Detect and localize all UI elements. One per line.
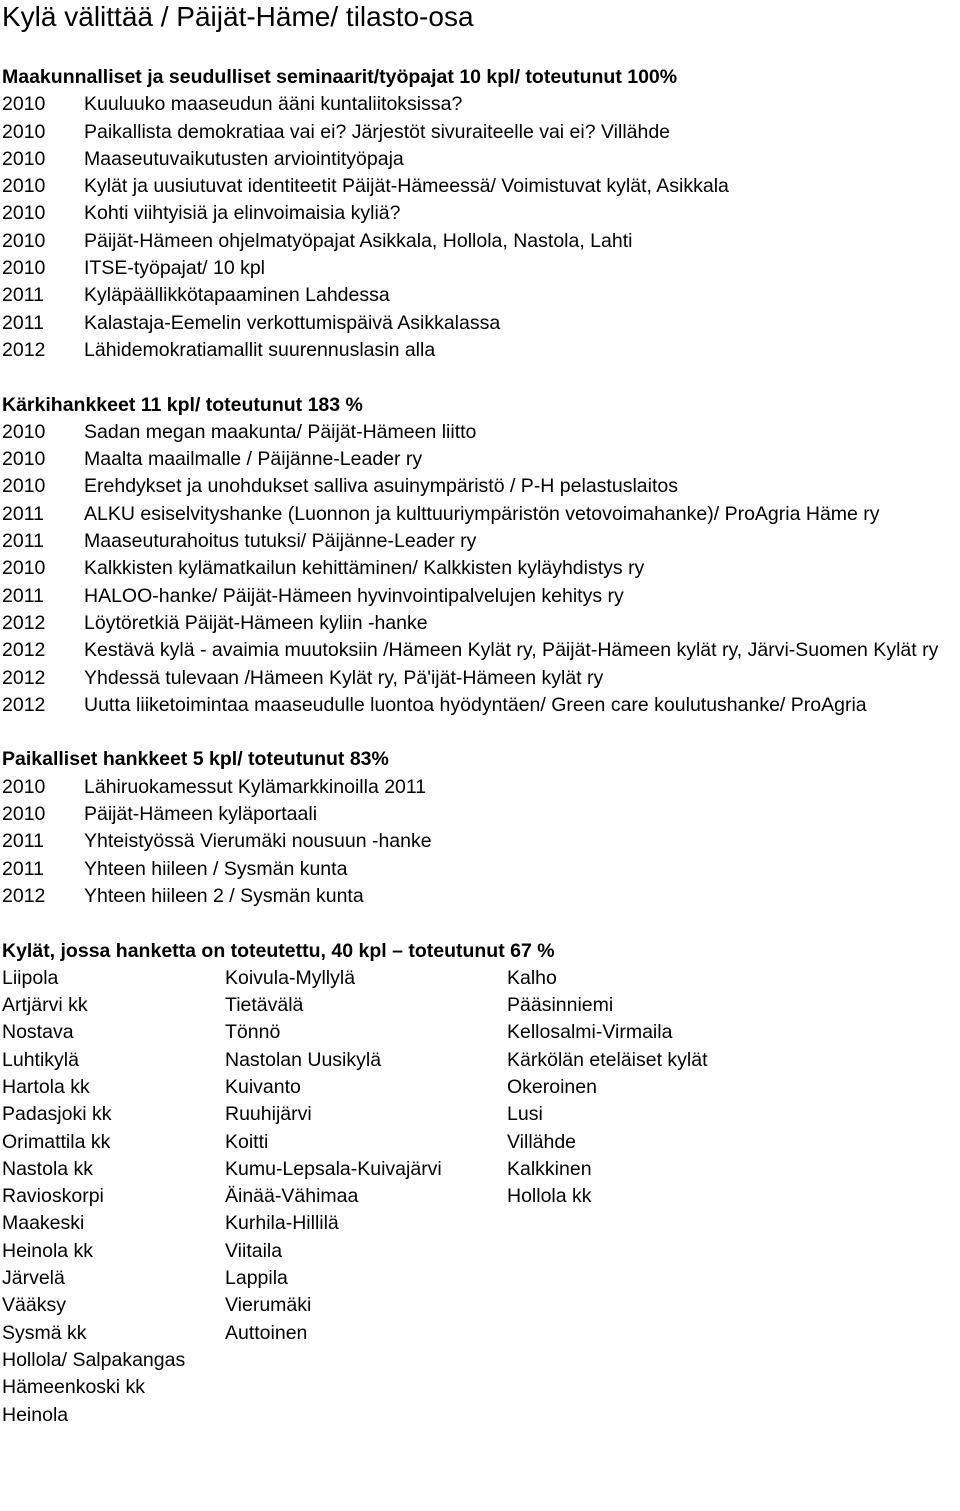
village-name: Kalkkinen bbox=[507, 1157, 592, 1180]
villages-column-2 bbox=[225, 965, 507, 1429]
item-year: 2010 bbox=[2, 557, 46, 580]
title-spacer bbox=[2, 34, 956, 64]
list-item bbox=[2, 310, 956, 337]
village-name: Maakeski bbox=[2, 1212, 85, 1235]
villages-column-1 bbox=[2, 965, 225, 1429]
village-name: Ruuhijärvi bbox=[225, 1103, 312, 1126]
village-name: Nastolan Uusikylä bbox=[225, 1048, 382, 1071]
list-item bbox=[2, 774, 956, 801]
item-year: 2012 bbox=[2, 639, 46, 662]
village-name: Hollola/ Salpakangas bbox=[2, 1348, 186, 1371]
list-item bbox=[2, 473, 956, 500]
list-item bbox=[2, 610, 956, 637]
item-year: 2011 bbox=[2, 830, 44, 853]
village-name: Lappila bbox=[225, 1267, 288, 1290]
village-name: Nostava bbox=[2, 1021, 74, 1044]
list-item bbox=[2, 419, 956, 446]
item-text: Kalkkisten kylämatkailun kehittäminen/ Kalkkisten kyläyhdistys ry bbox=[84, 557, 645, 580]
list-item bbox=[2, 228, 956, 255]
item-text: Päijät-Hämeen ohjelmatyöpajat Asikkala, Hollola, Nastola, Lahti bbox=[84, 229, 633, 252]
item-text: Yhdessä tulevaan /Hämeen Kylät ry, Pä'ijät-Hämeen kylät ry bbox=[84, 666, 604, 689]
list-item bbox=[2, 146, 956, 173]
list-item bbox=[2, 828, 956, 855]
item-year: 2010 bbox=[2, 257, 46, 280]
item-text: Erehdykset ja unohdukset salliva asuinympäristö / P-H pelastuslaitos bbox=[84, 475, 678, 498]
list-item bbox=[2, 665, 956, 692]
item-text: Maaseutuvaikutusten arviointityöpaja bbox=[84, 147, 404, 170]
page-title: Kylä välittää / Päijät-Häme/ tilasto-osa bbox=[2, 1, 474, 32]
item-year: 2010 bbox=[2, 147, 46, 170]
village-name: Kellosalmi-Virmaila bbox=[507, 1021, 673, 1044]
village-name: Kurhila-Hillilä bbox=[225, 1212, 339, 1235]
item-text: Lähiruokamessut Kylämarkkinoilla 2011 bbox=[84, 775, 427, 798]
village-name: Vierumäki bbox=[225, 1294, 312, 1317]
item-text: Päijät-Hämeen kyläportaali bbox=[84, 803, 318, 826]
list-item bbox=[2, 637, 956, 664]
list-item bbox=[2, 255, 956, 282]
village-name: Hollola kk bbox=[507, 1185, 592, 1208]
item-text: ALKU esiselvityshanke (Luonnon ja kulttuuriympäristön vetovoimahanke)/ ProAgria Häme ry bbox=[84, 502, 880, 525]
village-name: Äinää-Vähimaa bbox=[225, 1185, 359, 1208]
item-text: Paikallista demokratiaa vai ei? Järjestöt sivuraiteelle vai ei? Villähde bbox=[84, 120, 671, 143]
village-name: Okeroinen bbox=[507, 1075, 597, 1098]
item-text: Maalta maailmalle / Päijänne-Leader ry bbox=[84, 448, 423, 471]
section-heading: Maakunnalliset ja seudulliset seminaarit/työpajat 10 kpl/ toteutunut 100% bbox=[2, 66, 678, 88]
village-name: Nastola kk bbox=[2, 1157, 94, 1180]
village-name: Orimattila kk bbox=[2, 1130, 111, 1153]
item-text: Kestävä kylä - avaimia muutoksiin /Hämeen Kylät ry, Päijät-Hämeen kylät ry, Järvi-Suomen Kylät ry bbox=[84, 639, 939, 662]
section-gap bbox=[2, 364, 956, 391]
village-name: Tönnö bbox=[225, 1021, 281, 1044]
village-name: Auttoinen bbox=[225, 1321, 308, 1344]
section-list bbox=[2, 91, 956, 364]
list-item bbox=[2, 200, 956, 227]
item-text: Maaseuturahoitus tutuksi/ Päijänne-Leader ry bbox=[84, 530, 477, 553]
item-year: 2012 bbox=[2, 884, 46, 907]
item-text: ITSE-työpajat/ 10 kpl bbox=[84, 257, 266, 280]
item-year: 2010 bbox=[2, 775, 46, 798]
village-name: Kärkölän eteläiset kylät bbox=[507, 1048, 708, 1071]
village-name: Koitti bbox=[225, 1130, 269, 1153]
list-item bbox=[2, 528, 956, 555]
list-item bbox=[2, 883, 956, 910]
section-list bbox=[2, 419, 956, 719]
item-text: Kylät ja uusiutuvat identiteetit Päijät-Hämeessä/ Voimistuvat kylät, Asikkala bbox=[84, 175, 729, 198]
section-heading: Kärkihankkeet 11 kpl/ toteutunut 183 % bbox=[2, 393, 363, 416]
item-year: 2011 bbox=[2, 530, 44, 553]
list-item bbox=[2, 692, 956, 719]
village-name: Tietävälä bbox=[225, 994, 304, 1017]
item-text: Kuuluuko maaseudun ääni kuntaliitoksissa? bbox=[84, 93, 463, 116]
village-name: Kuivanto bbox=[225, 1075, 301, 1098]
village-name: Heinola bbox=[2, 1403, 69, 1426]
item-year: 2010 bbox=[2, 803, 46, 826]
village-name: Hämeenkoski kk bbox=[2, 1376, 146, 1399]
item-text: Lähidemokratiamallit suurennuslasin alla bbox=[84, 338, 436, 361]
list-item bbox=[2, 801, 956, 828]
village-name: Ravioskorpi bbox=[2, 1185, 104, 1208]
section-heading: Paikalliset hankkeet 5 kpl/ toteutunut 83% bbox=[2, 748, 389, 771]
village-name: Luhtikylä bbox=[2, 1048, 79, 1071]
village-name: Hartola kk bbox=[2, 1075, 90, 1098]
item-year: 2012 bbox=[2, 693, 46, 716]
list-item bbox=[2, 555, 956, 582]
item-text: Uutta liiketoimintaa maaseudulle luontoa hyödyntäen/ Green care koulutushanke/ ProAgria bbox=[84, 693, 867, 716]
item-text: Kyläpäällikkötapaaminen Lahdessa bbox=[84, 284, 390, 307]
village-name: Sysmä kk bbox=[2, 1321, 87, 1344]
village-name: Viitaila bbox=[225, 1239, 283, 1262]
item-year: 2010 bbox=[2, 448, 46, 471]
list-item bbox=[2, 446, 956, 473]
item-year: 2010 bbox=[2, 420, 46, 443]
sections-container bbox=[2, 64, 956, 938]
item-text: Sadan megan maakunta/ Päijät-Hämeen liitto bbox=[84, 420, 477, 443]
item-year: 2011 bbox=[2, 857, 44, 880]
item-text: HALOO-hanke/ Päijät-Hämeen hyvinvointipalvelujen kehitys ry bbox=[84, 584, 624, 607]
item-text: Yhteen hiileen / Sysmän kunta bbox=[84, 857, 348, 880]
item-year: 2011 bbox=[2, 284, 44, 307]
item-year: 2012 bbox=[2, 611, 46, 634]
item-text: Löytöretkiä Päijät-Hämeen kyliin -hanke bbox=[84, 611, 428, 634]
list-item bbox=[2, 583, 956, 610]
village-name: Kalho bbox=[507, 966, 557, 989]
village-name: Heinola kk bbox=[2, 1239, 94, 1262]
villages-column-3 bbox=[507, 965, 807, 1429]
list-item bbox=[2, 337, 956, 364]
village-name: Järvelä bbox=[2, 1267, 65, 1290]
village-name: Artjärvi kk bbox=[2, 994, 88, 1017]
item-year: 2010 bbox=[2, 175, 46, 198]
item-text: Kohti viihtyisiä ja elinvoimaisia kyliä? bbox=[84, 202, 401, 225]
list-item bbox=[2, 91, 956, 118]
section-gap bbox=[2, 719, 956, 746]
list-item bbox=[2, 501, 956, 528]
list-item bbox=[2, 282, 956, 309]
list-item bbox=[2, 856, 956, 883]
item-year: 2010 bbox=[2, 120, 46, 143]
section-gap bbox=[2, 910, 956, 937]
item-year: 2011 bbox=[2, 502, 44, 525]
item-year: 2011 bbox=[2, 311, 44, 334]
village-name: Kumu-Lepsala-Kuivajärvi bbox=[225, 1157, 442, 1180]
village-name: Villähde bbox=[507, 1130, 577, 1153]
village-name: Padasjoki kk bbox=[2, 1103, 112, 1126]
village-name: Koivula-Myllylä bbox=[225, 966, 356, 989]
item-year: 2012 bbox=[2, 666, 46, 689]
item-year: 2011 bbox=[2, 584, 44, 607]
village-name: Pääsinniemi bbox=[507, 994, 614, 1017]
villages-heading: Kylät, jossa hanketta on toteutettu, 40 kpl – toteutunut 67 % bbox=[2, 939, 555, 962]
item-year: 2010 bbox=[2, 229, 46, 252]
village-name: Vääksy bbox=[2, 1294, 66, 1317]
item-year: 2012 bbox=[2, 338, 46, 361]
item-text: Kalastaja-Eemelin verkottumispäivä Asikkalassa bbox=[84, 311, 501, 334]
item-text: Yhteen hiileen 2 / Sysmän kunta bbox=[84, 884, 364, 907]
list-item bbox=[2, 173, 956, 200]
item-year: 2010 bbox=[2, 93, 46, 116]
item-year: 2010 bbox=[2, 475, 46, 498]
village-name: Lusi bbox=[507, 1103, 543, 1126]
item-text: Yhteistyössä Vierumäki nousuun -hanke bbox=[84, 830, 432, 853]
item-year: 2010 bbox=[2, 202, 46, 225]
section-list bbox=[2, 774, 956, 910]
village-name: Liipola bbox=[2, 966, 59, 989]
villages-table bbox=[2, 965, 956, 1429]
list-item bbox=[2, 119, 956, 146]
